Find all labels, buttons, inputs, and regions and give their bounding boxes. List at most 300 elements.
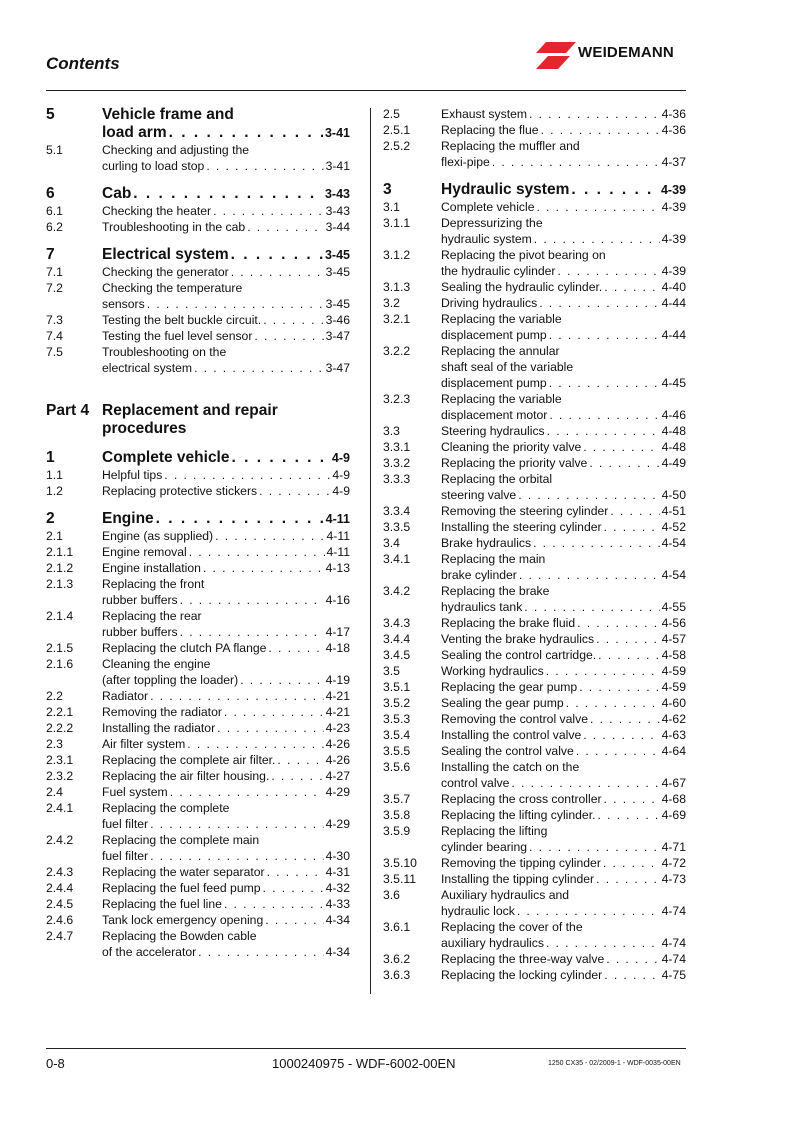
toc-entry-title: Depressurizing the: [441, 216, 543, 230]
toc-entry-page: 4-49: [661, 456, 686, 470]
toc-entry-title: Sealing the control valve: [441, 744, 574, 758]
toc-entry-page: 4-67: [661, 776, 686, 790]
dot-leader: [596, 631, 659, 647]
toc-entry[interactable]: [46, 832, 350, 864]
toc-entry-page: 4-50: [661, 488, 686, 502]
toc-entry[interactable]: [383, 791, 686, 807]
toc-entry[interactable]: [383, 583, 686, 615]
toc-entry-number: 2.2.2: [46, 721, 74, 735]
toc-entry-title: displacement motor: [441, 408, 548, 422]
toc-entry[interactable]: [46, 736, 350, 752]
weidemann-logo: [536, 40, 686, 70]
toc-entry-number: 3.3.1: [383, 440, 411, 454]
toc-entry[interactable]: [46, 402, 350, 438]
dot-leader: [277, 752, 323, 768]
toc-entry-page: 3-43: [324, 187, 350, 201]
toc-entry[interactable]: [383, 551, 686, 583]
toc-entry-page: 3-45: [325, 297, 350, 311]
toc-entry-page: 4-68: [661, 792, 686, 806]
page-number: 0-8: [46, 1056, 65, 1071]
toc-entry-page: 4-56: [661, 616, 686, 630]
toc-entry[interactable]: [383, 122, 686, 138]
dot-leader: [533, 535, 660, 551]
toc-entry[interactable]: [46, 784, 350, 800]
toc-entry[interactable]: [46, 544, 350, 560]
toc-entry-number: 3.3.2: [383, 456, 411, 470]
toc-entry-title: Replacing the pivot bearing on: [441, 248, 606, 262]
toc-entry[interactable]: [383, 679, 686, 695]
toc-entry[interactable]: [383, 647, 686, 663]
toc-entry-title: Replacing the annular: [441, 344, 560, 358]
toc-entry[interactable]: [383, 663, 686, 679]
dot-leader: [187, 736, 323, 752]
dot-leader: [571, 181, 659, 199]
toc-entry[interactable]: [383, 423, 686, 439]
toc-entry-page: 4-57: [661, 632, 686, 646]
toc-entry[interactable]: [383, 807, 686, 823]
dot-leader: [217, 720, 323, 736]
toc-left-column: [46, 106, 350, 960]
toc-entry[interactable]: [383, 871, 686, 887]
toc-entry-page: 4-74: [661, 904, 686, 918]
dot-leader: [539, 295, 659, 311]
toc-entry-title: Checking and adjusting the: [102, 143, 250, 157]
toc-entry[interactable]: [383, 695, 686, 711]
toc-entry-number: 2.1.4: [46, 609, 74, 623]
dot-leader: [577, 615, 659, 631]
toc-entry[interactable]: [383, 181, 686, 199]
toc-entry-title: Complete vehicle: [102, 449, 230, 466]
toc-entry[interactable]: [46, 280, 350, 312]
toc-entry[interactable]: [383, 215, 686, 247]
toc-entry[interactable]: [46, 467, 350, 483]
toc-entry-title: Replacing the flue: [441, 123, 539, 137]
dot-leader: [534, 231, 660, 247]
toc-entry-title: Engine removal: [102, 545, 187, 559]
toc-entry[interactable]: [46, 449, 350, 467]
dot-leader: [180, 592, 324, 608]
toc-entry-number: 3.4.2: [383, 584, 411, 598]
toc-entry-title: Testing the belt buckle circuit.: [102, 313, 262, 327]
toc-entry-title: Replacing the Bowden cable: [102, 929, 257, 943]
toc-entry-title: Engine: [102, 510, 154, 527]
toc-entry-page: 4-30: [325, 849, 350, 863]
toc-entry-title: hydraulics tank: [441, 600, 523, 614]
toc-entry-title: rubber buffers: [102, 625, 178, 639]
toc-entry-page: 4-11: [326, 545, 350, 559]
toc-entry[interactable]: [46, 560, 350, 576]
dot-leader: [150, 816, 324, 832]
toc-entry-number: 2.3: [46, 737, 63, 751]
toc-entry-title: Troubleshooting in the cab: [102, 220, 246, 234]
toc-entry-page: 4-19: [325, 673, 350, 687]
dot-leader: [203, 560, 324, 576]
toc-entry-number: 2.5.2: [383, 139, 411, 153]
toc-entry-number: 3.2.2: [383, 344, 411, 358]
toc-entry[interactable]: [383, 759, 686, 791]
toc-entry[interactable]: [383, 279, 686, 295]
toc-entry-title: Installing the catch on the: [441, 760, 580, 774]
toc-entry-number: 1.2: [46, 484, 63, 498]
toc-entry-number: 3.6.2: [383, 952, 411, 966]
toc-entry[interactable]: [383, 631, 686, 647]
toc-entry-title: Removing the control valve: [441, 712, 588, 726]
toc-entry-page: 4-46: [661, 408, 686, 422]
toc-entry-number: 6.1: [46, 204, 63, 218]
toc-entry[interactable]: [383, 471, 686, 503]
toc-entry[interactable]: [46, 752, 350, 768]
toc-entry-title: Replacing protective stickers: [102, 484, 258, 498]
toc-entry-number: 3.1.2: [383, 248, 411, 262]
toc-entry[interactable]: [383, 138, 686, 170]
dot-leader: [566, 695, 660, 711]
toc-entry-number: 2.5.1: [383, 123, 411, 137]
dot-leader: [589, 455, 659, 471]
dot-leader: [189, 544, 325, 560]
toc-entry-title: Installing the steering cylinder: [441, 520, 602, 534]
toc-entry-page: 4-34: [325, 945, 350, 959]
toc-entry[interactable]: [46, 864, 350, 880]
toc-entry-page: 4-26: [325, 753, 350, 767]
dot-leader: [583, 439, 659, 455]
toc-entry-title: Driving hydraulics: [441, 296, 538, 310]
toc-entry[interactable]: [383, 727, 686, 743]
toc-entry[interactable]: [383, 199, 686, 215]
toc-entry[interactable]: [46, 185, 350, 203]
dot-leader: [597, 807, 659, 823]
toc-entry-page: 4-74: [661, 952, 686, 966]
toc-entry[interactable]: [383, 106, 686, 122]
toc-entry-page: 4-62: [661, 712, 686, 726]
toc-entry-number: 3.5.9: [383, 824, 411, 838]
dot-leader: [536, 199, 659, 215]
dot-leader: [271, 768, 323, 784]
toc-entry-page: 4-33: [325, 897, 350, 911]
toc-entry-number: 3.4: [383, 536, 400, 550]
toc-entry[interactable]: [46, 928, 350, 960]
dot-leader: [604, 791, 660, 807]
toc-entry[interactable]: [383, 919, 686, 951]
toc-entry-title: Removing the radiator: [102, 705, 222, 719]
toc-entry-title: the hydraulic cylinder: [441, 264, 556, 278]
toc-entry-page: 4-54: [661, 568, 686, 582]
dot-leader: [231, 246, 323, 264]
toc-entry-title: Checking the generator: [102, 265, 229, 279]
toc-entry-page: 4-44: [661, 296, 686, 310]
toc-entry-title: Replacing the lifting cylinder.: [441, 808, 596, 822]
toc-entry-number: 2.3.2: [46, 769, 74, 783]
toc-entry[interactable]: [383, 439, 686, 455]
toc-entry-page: 4-17: [325, 625, 350, 639]
toc-entry-title: Vehicle frame and: [102, 106, 234, 123]
toc-entry-number: 3.6: [383, 888, 400, 902]
toc-entry[interactable]: [46, 640, 350, 656]
toc-entry-title: Engine (as supplied): [102, 529, 214, 543]
toc-entry-title: Cleaning the engine: [102, 657, 211, 671]
toc-entry-title: Checking the temperature: [102, 281, 243, 295]
toc-entry-page: 4-36: [661, 123, 686, 137]
dot-leader: [606, 951, 659, 967]
toc-entry[interactable]: [383, 967, 686, 983]
toc-entry-page: 3-41: [325, 159, 350, 173]
toc-entry-number: 3.6.1: [383, 920, 411, 934]
toc-entry-title: shaft seal of the variable: [441, 360, 574, 374]
toc-entry-title: Replacing the complete air filter.: [102, 753, 276, 767]
toc-entry[interactable]: [383, 823, 686, 855]
toc-entry-title: hydraulic lock: [441, 904, 515, 918]
toc-entry-number: 2.1: [46, 529, 63, 543]
toc-entry-page: 3-46: [325, 313, 350, 327]
dot-leader: [263, 312, 323, 328]
footer-small-print: 1250 CX35 - 02/2009-1 - WDF-0035-00EN: [548, 1060, 681, 1067]
toc-entry-title: Replacing the locking cylinder: [441, 968, 603, 982]
toc-entry-page: 4-27: [325, 769, 350, 783]
toc-entry[interactable]: [46, 483, 350, 499]
toc-entry-number: 7: [46, 246, 55, 263]
toc-entry[interactable]: [46, 688, 350, 704]
toc-entry[interactable]: [46, 896, 350, 912]
toc-entry-title: Complete vehicle: [441, 200, 535, 214]
toc-entry-page: 3-43: [325, 204, 350, 218]
toc-entry[interactable]: [46, 203, 350, 219]
toc-entry-title: Replacing the variable: [441, 392, 562, 406]
toc-entry-page: 4-59: [661, 664, 686, 678]
toc-entry-title: Replacing the rear: [102, 609, 202, 623]
toc-entry[interactable]: [46, 312, 350, 328]
toc-entry-number: 3.2.3: [383, 392, 411, 406]
dot-leader: [596, 871, 659, 887]
toc-entry[interactable]: [46, 768, 350, 784]
toc-entry-number: 2.1.5: [46, 641, 74, 655]
toc-entry-page: 4-11: [326, 529, 350, 543]
dot-leader: [579, 679, 659, 695]
toc-entry-page: 4-63: [661, 728, 686, 742]
toc-entry[interactable]: [383, 391, 686, 423]
toc-entry-title: Steering hydraulics: [441, 424, 545, 438]
toc-entry-title: Replacing the brake: [441, 584, 550, 598]
toc-entry[interactable]: [46, 720, 350, 736]
toc-entry-page: 4-55: [661, 600, 686, 614]
toc-entry-title: Installing the tipping cylinder: [441, 872, 595, 886]
toc-entry-page: 4-39: [660, 183, 686, 197]
toc-entry[interactable]: [46, 528, 350, 544]
dot-leader: [215, 528, 324, 544]
toc-entry-number: 2.4.4: [46, 881, 74, 895]
toc-entry[interactable]: [383, 455, 686, 471]
dot-leader: [156, 510, 324, 528]
toc-entry-title: Replacing the main: [441, 552, 546, 566]
toc-entry[interactable]: [46, 576, 350, 608]
dot-leader: [576, 743, 660, 759]
toc-entry-page: 4-64: [661, 744, 686, 758]
dot-leader: [541, 122, 660, 138]
toc-entry-number: 3.4.5: [383, 648, 411, 662]
toc-entry-page: 4-52: [661, 520, 686, 534]
toc-entry-page: 4-60: [661, 696, 686, 710]
toc-entry-title: displacement pump: [441, 376, 547, 390]
toc-entry[interactable]: [46, 912, 350, 928]
toc-entry-title: Replacing the cover of the: [441, 920, 583, 934]
toc-entry[interactable]: [383, 503, 686, 519]
toc-entry-title: Troubleshooting on the: [102, 345, 227, 359]
toc-entry-number: 2.2: [46, 689, 63, 703]
toc-entry-number: 2.4.2: [46, 833, 74, 847]
toc-entry-title: Auxiliary hydraulics and: [441, 888, 570, 902]
dot-leader: [147, 296, 324, 312]
toc-entry-title: Testing the fuel level sensor: [102, 329, 253, 343]
toc-entry[interactable]: [46, 328, 350, 344]
toc-entry-title: fuel filter: [102, 817, 149, 831]
toc-entry[interactable]: [383, 247, 686, 279]
toc-entry[interactable]: [46, 142, 350, 174]
toc-entry-title: brake cylinder: [441, 568, 517, 582]
toc-entry-number: 2.1.1: [46, 545, 74, 559]
dot-leader: [517, 903, 660, 919]
document-id: 1000240975 - WDF-6002-00EN: [272, 1056, 456, 1071]
toc-entry-page: 4-39: [661, 232, 686, 246]
toc-entry-page: 4-34: [325, 913, 350, 927]
toc-entry[interactable]: [383, 295, 686, 311]
toc-entry-title: procedures: [102, 420, 187, 437]
toc-entry-page: 4-9: [331, 451, 350, 465]
toc-entry-page: 4-71: [661, 840, 686, 854]
toc-entry-title: Tank lock emergency opening: [102, 913, 264, 927]
toc-entry-number: 1.1: [46, 468, 63, 482]
dot-leader: [170, 784, 324, 800]
dot-leader: [549, 327, 660, 343]
toc-entry-number: 2.1.2: [46, 561, 74, 575]
dot-leader: [604, 519, 660, 535]
logo-mark-icon: [536, 40, 576, 70]
toc-entry-page: 4-40: [661, 280, 686, 294]
toc-entry-number: 2.4.6: [46, 913, 74, 927]
toc-entry-title: fuel filter: [102, 849, 149, 863]
toc-entry-number: 2.1.6: [46, 657, 74, 671]
dot-leader: [268, 640, 323, 656]
toc-entry[interactable]: [46, 880, 350, 896]
toc-entry[interactable]: [46, 344, 350, 376]
toc-entry-page: 4-18: [325, 641, 350, 655]
toc-entry-title: curling to load stop: [102, 159, 205, 173]
dot-leader: [529, 839, 660, 855]
toc-entry-page: 4-59: [661, 680, 686, 694]
toc-entry[interactable]: [383, 519, 686, 535]
toc-entry[interactable]: [46, 219, 350, 235]
toc-entry[interactable]: [383, 343, 686, 391]
toc-entry[interactable]: [383, 711, 686, 727]
toc-entry-page: 4-72: [661, 856, 686, 870]
dot-leader: [198, 944, 323, 960]
dot-leader: [511, 775, 659, 791]
toc-entry-number: 5.1: [46, 143, 63, 157]
toc-entry-page: 3-45: [325, 265, 350, 279]
toc-entry-number: 3.4.3: [383, 616, 411, 630]
toc-entry-page: 4-23: [325, 721, 350, 735]
dot-leader: [492, 154, 660, 170]
toc-entry[interactable]: [46, 800, 350, 832]
toc-entry-number: 3.4.1: [383, 552, 411, 566]
toc-entry-page: 4-29: [325, 785, 350, 799]
dot-leader: [549, 375, 660, 391]
toc-entry-title: Replacement and repair: [102, 402, 278, 419]
dot-leader: [590, 711, 660, 727]
toc-entry-number: 2.5: [383, 107, 400, 121]
dot-leader: [547, 423, 660, 439]
toc-entry-number: 2.4.7: [46, 929, 74, 943]
toc-entry[interactable]: [383, 535, 686, 551]
dot-leader: [232, 449, 330, 467]
dot-leader: [603, 855, 660, 871]
dot-leader: [169, 124, 323, 142]
dot-leader: [546, 663, 660, 679]
toc-entry-title: flexi-pipe: [441, 155, 490, 169]
toc-entry-title: Replacing the muffler and: [441, 139, 580, 153]
toc-entry-title: Sealing the control cartridge.: [441, 648, 597, 662]
dot-leader: [549, 407, 659, 423]
toc-entry-page: 4-58: [661, 648, 686, 662]
toc-entry[interactable]: [383, 615, 686, 631]
toc-entry-number: 3.5.8: [383, 808, 411, 822]
dot-leader: [231, 264, 324, 280]
toc-entry-page: 4-69: [661, 808, 686, 822]
toc-entry-title: electrical system: [102, 361, 193, 375]
toc-entry-number: 2: [46, 510, 55, 527]
toc-entry-title: Exhaust system: [441, 107, 528, 121]
page-title: Contents: [46, 54, 120, 73]
toc-entry-title: Replacing the water separator: [102, 865, 265, 879]
toc-entry-title: Radiator: [102, 689, 149, 703]
toc-entry-number: 7.1: [46, 265, 63, 279]
toc-entry-title: Installing the control valve: [441, 728, 582, 742]
dot-leader: [133, 185, 323, 203]
toc-entry-page: 4-21: [325, 705, 350, 719]
toc-entry-title: Replacing the clutch PA flange: [102, 641, 267, 655]
toc-entry-page: 4-11: [325, 512, 350, 526]
toc-entry[interactable]: [46, 656, 350, 688]
dot-leader: [194, 360, 324, 376]
toc-entry[interactable]: [46, 106, 350, 142]
toc-entry-title: Cab: [102, 185, 132, 202]
dot-leader: [150, 848, 324, 864]
toc-entry-page: 4-9: [332, 484, 350, 498]
toc-entry-number: 7.2: [46, 281, 63, 295]
toc-entry-title: load arm: [102, 124, 167, 141]
toc-entry-title: Checking the heater: [102, 204, 212, 218]
toc-entry[interactable]: [383, 855, 686, 871]
dot-leader: [206, 158, 323, 174]
toc-entry-number: 3.2: [383, 296, 400, 310]
toc-entry[interactable]: [383, 887, 686, 919]
toc-entry-number: 2.3.1: [46, 753, 74, 767]
toc-entry[interactable]: [46, 608, 350, 640]
toc-entry[interactable]: [46, 246, 350, 264]
toc-entry[interactable]: [383, 951, 686, 967]
toc-entry-title: Replacing the cross controller: [441, 792, 602, 806]
toc-entry-page: 4-74: [661, 936, 686, 950]
toc-entry-title: Replacing the front: [102, 577, 205, 591]
toc-entry-title: hydraulic system: [441, 232, 532, 246]
toc-entry[interactable]: [46, 264, 350, 280]
toc-entry[interactable]: [46, 704, 350, 720]
toc-entry-title: Electrical system: [102, 246, 229, 263]
toc-entry[interactable]: [46, 510, 350, 528]
column-divider: [370, 108, 371, 994]
toc-entry[interactable]: [383, 743, 686, 759]
toc-entry-page: 3-47: [325, 329, 350, 343]
toc-entry-number: 3.5.5: [383, 744, 411, 758]
toc-entry[interactable]: [383, 311, 686, 343]
toc-entry-title: Brake hydraulics: [441, 536, 532, 550]
